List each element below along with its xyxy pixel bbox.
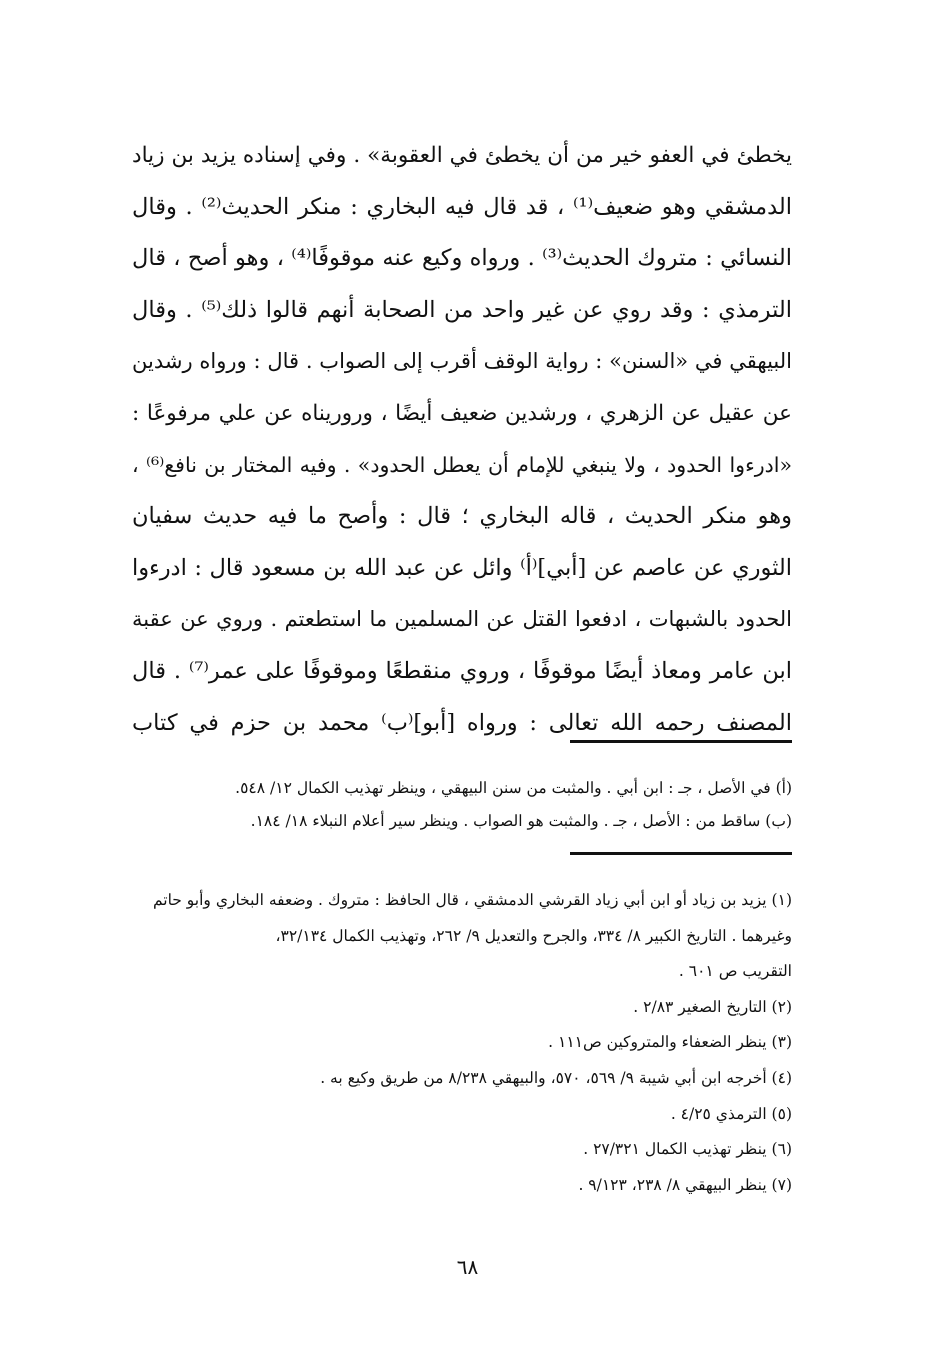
footnote-divider	[570, 852, 792, 855]
footnote-line: (٣) ينظر الضعفاء والمتروكين ص١١١ .	[548, 1033, 792, 1052]
footnote-line: (١) يزيد بن زياد أو ابن أبي زياد القرشي الدمشقي ، قال الحافظ : متروك . وضعفه البخاري وأبو حاتم	[152, 891, 792, 909]
main-text-line: النسائي : متروك الحديث⁽³⁾ . ورواه وكيع عنه موقوفًا⁽⁴⁾ ، وهو أصح ، قال	[132, 245, 792, 272]
main-text-block	[132, 130, 792, 749]
page-number: ٦٨	[456, 1255, 479, 1279]
main-text-line: يخطئ في العفو خير من أن يخطئ في العقوبة» . وفي إسناده يزيد بن زياد	[132, 143, 792, 168]
main-text-line: البيهقي في «السنن» : رواية الوقف أقرب إلى الصواب . قال : ورواه رشدين	[132, 349, 792, 374]
footnote-line: وغيرهما . التاريخ الكبير ٨/ ٣٣٤، والجرح والتعديل ٩/ ٢٦٢، وتهذيب الكمال ٣٢/١٣٤،	[275, 926, 792, 945]
footnote-line: (٧) ينظر البيهقي ٨/ ٢٣٨، ٩/١٢٣ .	[578, 1175, 792, 1194]
numbered-footnotes	[132, 883, 792, 1203]
main-text-line: وهو منكر الحديث ، قاله البخاري ؛ قال : وأصح ما فيه حديث سفيان	[132, 503, 792, 530]
main-text-line: الترمذي : وقد روي عن غير واحد من الصحابة أنهم قالوا ذلك⁽⁵⁾ . وقال	[132, 296, 792, 323]
footnote-line: (٦) ينظر تهذيب الكمال ٢٧/٣٢١ .	[583, 1140, 792, 1159]
main-text-line: «ادرءوا الحدود ، ولا ينبغي للإمام أن يعطل الحدود» . وفيه المختار بن نافع⁽⁶⁾ ،	[132, 452, 792, 477]
footnote-line: (٢) التاريخ الصغير ٢/٨٣ .	[633, 997, 792, 1016]
main-text-line: الدمشقي وهو ضعيف⁽¹⁾ ، قد قال فيه البخاري : منكر الحديث⁽²⁾ . وقال	[132, 193, 792, 220]
main-text-line: المصنف رحمه الله تعالى : ورواه [أبو]⁽ب⁾ محمد بن حزم في كتاب	[132, 709, 792, 736]
main-text-line: الحدود بالشبهات ، ادفعوا القتل عن المسلمين ما استطعتم . وروي عن عقبة	[132, 607, 792, 632]
footnote-line: (٤) أخرجه ابن أبي شيبة ٩/ ٥٦٩، ٥٧٠، والبيهقي ٨/٢٣٨ من طريق وكيع به .	[320, 1068, 792, 1087]
main-text-line: الثوري عن عاصم عن [أبي]⁽أ⁾ وائل عن عبد الله بن مسعود قال : ادرءوا	[132, 554, 792, 581]
footnote-line: (٥) الترمذي ٤/٢٥ .	[670, 1104, 792, 1123]
footnote-line: التقريب ص ٦٠١ .	[678, 962, 792, 981]
main-text-line: ابن عامر ومعاذ أيضًا موقوفًا ، وروي منقطعًا وموقوفًا على عمر⁽⁷⁾ . قال	[132, 657, 792, 684]
main-text-line: عن عقيل عن الزهري ، ورشدين ضعيف أيضًا ، وروريناه عن علي مرفوعًا :	[132, 400, 792, 426]
lettered-footnotes	[132, 772, 792, 838]
footnote-line: (ب) ساقط من : الأصل ، جـ . والمثبت هو الصواب . وينظر سير أعلام النبلاء ١٨/ ١٨٤.	[250, 812, 792, 830]
footnote-line: (أ) في الأصل ، جـ : ابن أبي . والمثبت من سنن البيهقي ، وينظر تهذيب الكمال ١٢/ ٥٤٨.	[235, 779, 792, 797]
footnote-divider	[570, 740, 792, 743]
